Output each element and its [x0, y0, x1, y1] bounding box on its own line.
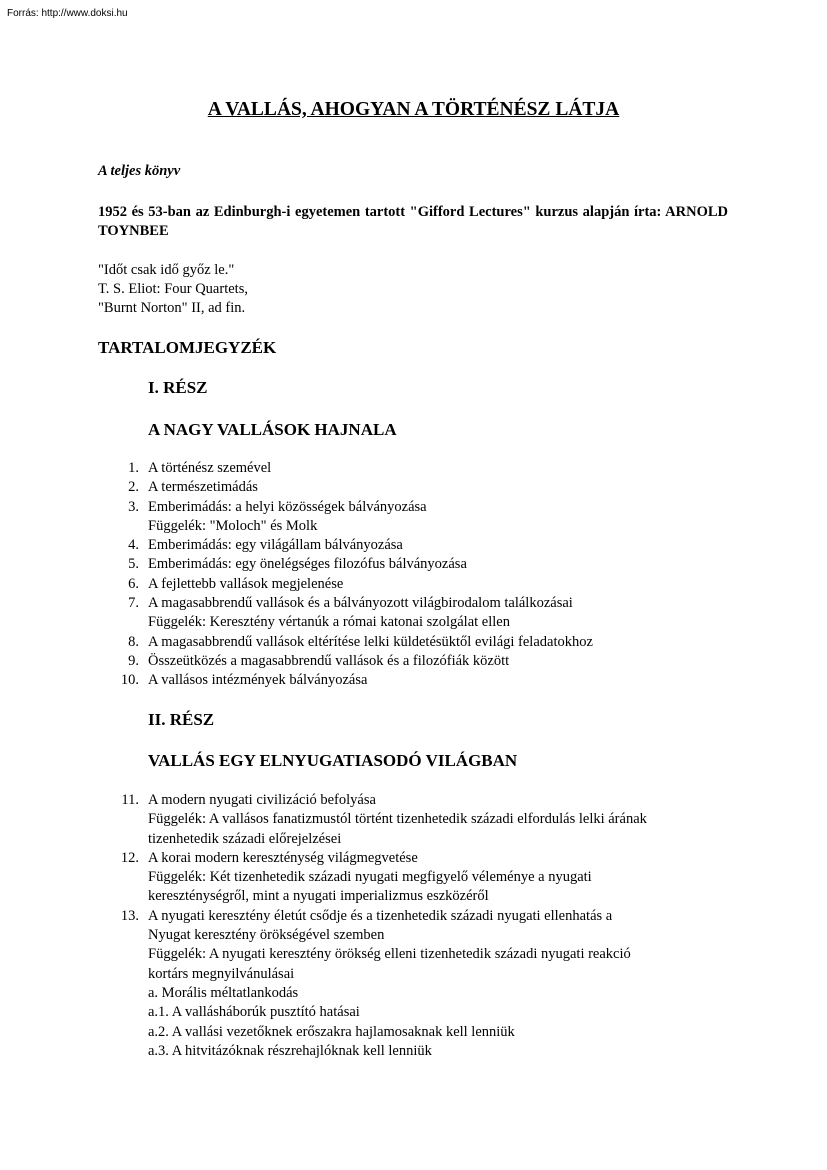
toc-item-number: 11.	[121, 792, 139, 808]
part-2-title: VALLÁS EGY ELNYUGATIASODÓ VILÁGBAN	[148, 751, 518, 770]
document-subtitle: A teljes könyv	[98, 163, 181, 179]
toc-item-line: A történész szemével	[148, 460, 272, 476]
part-1-title: A NAGY VALLÁSOK HAJNALA	[148, 420, 397, 439]
toc-item-line: a. Morális méltatlankodás	[148, 984, 299, 1001]
toc-item-line: Emberimádás: a helyi közösségek bálványozása	[148, 498, 427, 515]
toc-item-number: 2.	[128, 479, 139, 496]
toc-item	[0, 594, 748, 633]
toc-item	[0, 498, 748, 537]
toc-item	[0, 633, 748, 652]
toc-item-line: A fejlettebb vallások megjelenése	[148, 575, 344, 592]
toc-item	[0, 536, 748, 555]
toc-item-number: 3.	[128, 498, 139, 515]
toc-item	[0, 671, 748, 690]
toc-item-number: 6.	[128, 575, 139, 592]
epigraph-line: T. S. Eliot: Four Quartets,	[98, 281, 248, 297]
toc-item-number: 1.	[128, 460, 139, 476]
toc-heading: TARTALOMJEGYZÉK	[98, 338, 277, 357]
toc-item-line: a.2. A vallási vezetőknek erőszakra hajlamosaknak kell lenniük	[148, 1023, 515, 1040]
toc-item-number: 8.	[128, 633, 139, 650]
toc-item	[0, 575, 748, 594]
toc-item-number: 13.	[120, 907, 139, 924]
toc-item-line: Függelék: "Moloch" és Molk	[148, 517, 318, 534]
epigraph-line: "Időt csak idő győz le."	[98, 262, 235, 278]
toc-item-line: tizenhetedik századi előrejelzései	[148, 830, 342, 847]
toc-item-line: A korai modern kereszténység világmegvetése	[148, 849, 418, 866]
epigraph	[98, 261, 248, 318]
toc-item-line: A magasabbrendű vallások és a bálványozott világbirodalom találkozásai	[148, 595, 573, 612]
toc-item	[0, 555, 748, 574]
toc-item-line: Függelék: Keresztény vértanúk a római katonai szolgálat ellen	[148, 614, 510, 631]
toc-item	[0, 459, 748, 478]
toc-item-number: 5.	[128, 556, 139, 573]
document-title: A VALLÁS, AHOGYAN A TÖRTÉNÉSZ LÁTJA	[207, 99, 620, 120]
toc-item	[0, 791, 748, 849]
toc-item-line: Összeütközés a magasabbrendű vallások és a filozófiák között	[148, 652, 510, 669]
toc-item-line: Függelék: A vallásos fanatizmustól történt tizenhetedik századi elfordulás lelki árának	[148, 811, 647, 828]
toc-item-number: 10.	[120, 672, 139, 689]
toc-item-number: 9.	[128, 652, 139, 669]
toc-item-line: Emberimádás: egy világállam bálványozása	[148, 537, 403, 554]
part-1-label: I. RÉSZ	[148, 378, 208, 397]
toc-item-line: A modern nyugati civilizáció befolyása	[148, 792, 376, 808]
toc-item	[0, 849, 748, 907]
toc-item-line: A természetimádás	[148, 479, 258, 496]
toc-item-line: Emberimádás: egy önelégséges filozófus bálványozása	[148, 556, 467, 573]
toc-item-line: A magasabbrendű vallások eltérítése lelki küldetésüktől evilági feladatokhoz	[148, 633, 593, 650]
toc-item-number: 4.	[128, 537, 139, 554]
toc-item-line: a.3. A hitvitázóknak részrehajlóknak kell lenniük	[148, 1042, 432, 1059]
toc-item-line: kereszténységről, mint a nyugati imperializmus eszközéről	[148, 888, 489, 905]
toc-item-number: 7.	[128, 595, 139, 612]
toc-item-line: a.1. A vallásháborúk pusztító hatásai	[148, 1004, 360, 1021]
toc-item	[0, 478, 748, 497]
toc-item-line: Függelék: Két tizenhetedik századi nyugati megfigyelő véleménye a nyugati	[148, 869, 592, 886]
toc-item-line: Nyugat keresztény örökségével szemben	[148, 927, 385, 944]
toc-item-number: 12.	[120, 849, 139, 866]
part-2-label: II. RÉSZ	[148, 710, 215, 729]
toc-list-part-1	[0, 459, 748, 691]
epigraph-line: "Burnt Norton" II, ad fin.	[98, 300, 246, 316]
source-note: Forrás: http://www.doksi.hu	[7, 8, 128, 19]
toc-item-line: A vallásos intézmények bálványozása	[148, 672, 368, 689]
toc-item-line: A nyugati keresztény életút csődje és a tizenhetedik századi nyugati ellenhatás a	[148, 907, 613, 924]
toc-item-line: kortárs megnyilvánulásai	[148, 965, 295, 982]
toc-list-part-2	[0, 791, 748, 1061]
toc-item-line: Függelék: A nyugati keresztény örökség elleni tizenhetedik századi nyugati reakció	[148, 946, 631, 963]
toc-item	[0, 907, 748, 1061]
toc-item	[0, 652, 748, 671]
intro-paragraph: 1952 és 53-ban az Edinburgh-i egyetemen tartott "Gifford Lectures" kurzus alapján írta: ARNOLD TOYNBEE	[98, 204, 728, 239]
